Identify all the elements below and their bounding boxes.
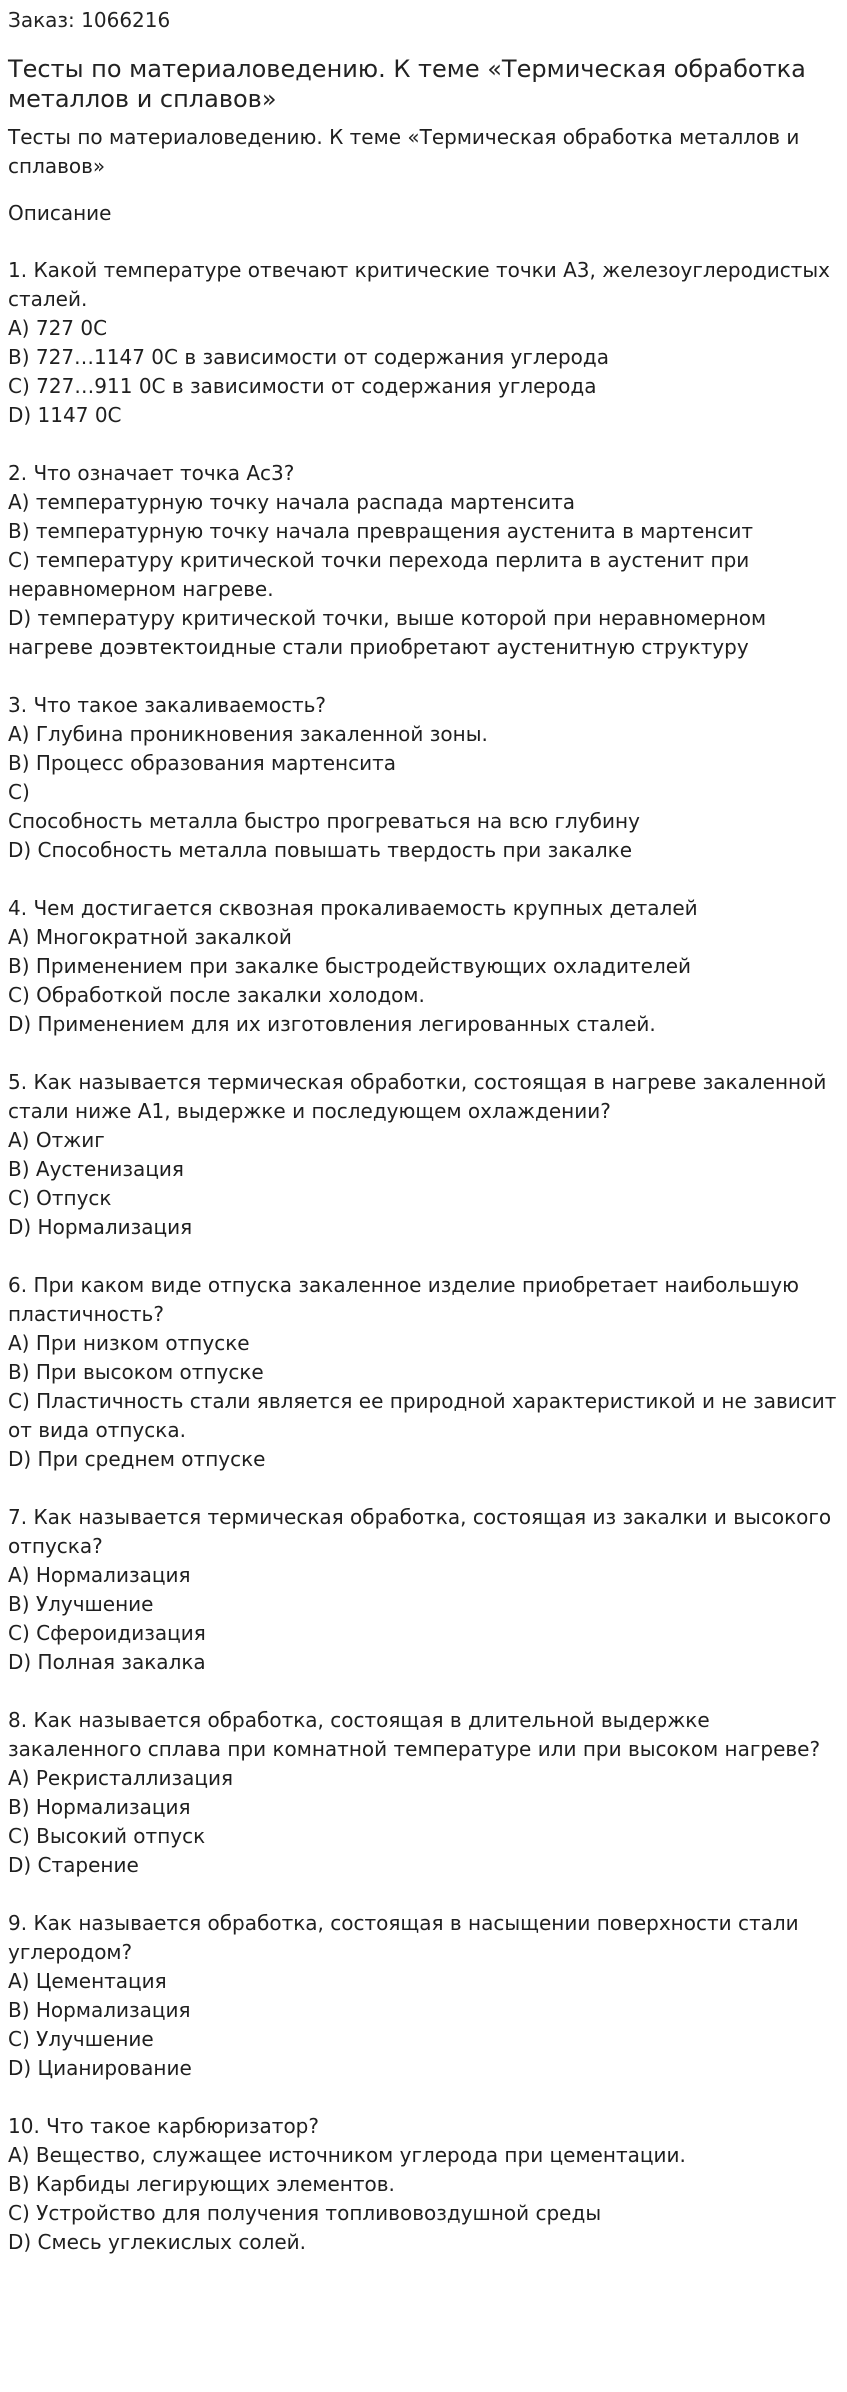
question-block — [8, 1503, 839, 1677]
question-text: 8. Как называется обработка, состоящая в длительной выдержке закаленного сплава при комнатной температуре или при высоком нагреве? — [8, 1708, 821, 1761]
question-text: 10. Что такое карбюризатор? — [8, 2114, 319, 2138]
question-text: 7. Как называется термическая обработка, состоящая из закалки и высокого отпуска? — [8, 1505, 832, 1558]
answer-option: C) Обработкой после закалки холодом. — [8, 983, 425, 1007]
question-block — [8, 894, 839, 1039]
question-block — [8, 459, 839, 662]
answer-option: B) При высоком отпуске — [8, 1360, 264, 1384]
answer-option: B) Карбиды легирующих элементов. — [8, 2172, 395, 2196]
answer-option: C) 727…911 0С в зависимости от содержания углерода — [8, 374, 597, 398]
question-text: 1. Какой температуре отвечают критические точки А3, железоуглеродистых сталей. — [8, 258, 830, 311]
answer-option: A) 727 0С — [8, 316, 108, 340]
questions-list — [8, 256, 839, 2257]
question-text: 4. Чем достигается сквозная прокаливаемость крупных деталей — [8, 896, 698, 920]
question-text: 9. Как называется обработка, состоящая в насыщении поверхности стали углеродом? — [8, 1911, 799, 1964]
answer-option: A) При низком отпуске — [8, 1331, 250, 1355]
answer-option: C) Устройство для получения топливовоздушной среды — [8, 2201, 602, 2225]
answer-option: D) Старение — [8, 1853, 139, 1877]
question-block — [8, 1909, 839, 2083]
question-block — [8, 1068, 839, 1242]
question-text: 3. Что такое закаливаемость? — [8, 693, 327, 717]
question-block — [8, 1706, 839, 1880]
page-subtitle: Тесты по материаловедению. К теме «Термическая обработка металлов и сплавов» — [8, 125, 800, 178]
answer-option: B) Улучшение — [8, 1592, 154, 1616]
answer-option: A) Цементация — [8, 1969, 167, 1993]
answer-option: B) Нормализация — [8, 1998, 191, 2022]
description-label: Описание — [8, 201, 112, 225]
answer-option: B) Аустенизация — [8, 1157, 184, 1181]
answer-option: D) Смесь углекислых солей. — [8, 2230, 307, 2254]
answer-option: D) Способность металла повышать твердость при закалке — [8, 838, 633, 862]
answer-option: C) Отпуск — [8, 1186, 112, 1210]
answer-option: A) Вещество, служащее источником углерода при цементации. — [8, 2143, 686, 2167]
answer-option: C) температуру критической точки перехода перлита в аустенит при неравномерном нагреве. — [8, 548, 750, 601]
question-block — [8, 2112, 839, 2257]
answer-option: B) 727…1147 0С в зависимости от содержания углерода — [8, 345, 609, 369]
answer-option: D) температуру критической точки, выше которой при неравномерном нагреве доэвтектоидные стали приобретают аустенитную структуру — [8, 606, 767, 659]
answer-option: C) — [8, 780, 30, 804]
question-block — [8, 691, 839, 865]
answer-option: A) Рекристаллизация — [8, 1766, 233, 1790]
answer-option: C) Сфероидизация — [8, 1621, 206, 1645]
page-title: Тесты по материаловедению. К теме «Термическая обработка металлов и сплавов» — [8, 55, 806, 113]
answer-option: A) температурную точку начала распада мартенсита — [8, 490, 575, 514]
question-text: 6. При каком виде отпуска закаленное изделие приобретает наибольшую пластичность? — [8, 1273, 799, 1326]
answer-option: A) Глубина проникновения закаленной зоны. — [8, 722, 488, 746]
question-text: 2. Что означает точка Ас3? — [8, 461, 295, 485]
answer-option: A) Нормализация — [8, 1563, 191, 1587]
question-text: 5. Как называется термическая обработки, состоящая в нагреве закаленной стали ниже А1, выдержке и последующем охлаждении? — [8, 1070, 827, 1123]
answer-option: D) Применением для их изготовления легированных сталей. — [8, 1012, 656, 1036]
answer-option: B) Нормализация — [8, 1795, 191, 1819]
answer-option: D) 1147 0С — [8, 403, 122, 427]
answer-option: B) температурную точку начала превращения аустенита в мартенсит — [8, 519, 753, 543]
answer-option: D) Нормализация — [8, 1215, 193, 1239]
question-block — [8, 1271, 839, 1474]
answer-option: A) Отжиг — [8, 1128, 105, 1152]
order-number: Заказ: 1066216 — [8, 8, 171, 32]
answer-option: D) Полная закалка — [8, 1650, 206, 1674]
answer-option: C) Пластичность стали является ее природной характеристикой и не зависит от вида отпуска. — [8, 1389, 837, 1442]
question-block — [8, 256, 839, 430]
answer-option: D) Цианирование — [8, 2056, 192, 2080]
answer-option: Способность металла быстро прогреваться на всю глубину — [8, 809, 640, 833]
answer-option: A) Многократной закалкой — [8, 925, 292, 949]
answer-option: C) Улучшение — [8, 2027, 154, 2051]
answer-option: B) Применением при закалке быстродействующих охладителей — [8, 954, 692, 978]
answer-option: B) Процесс образования мартенсита — [8, 751, 396, 775]
answer-option: D) При среднем отпуске — [8, 1447, 266, 1471]
answer-option: C) Высокий отпуск — [8, 1824, 206, 1848]
